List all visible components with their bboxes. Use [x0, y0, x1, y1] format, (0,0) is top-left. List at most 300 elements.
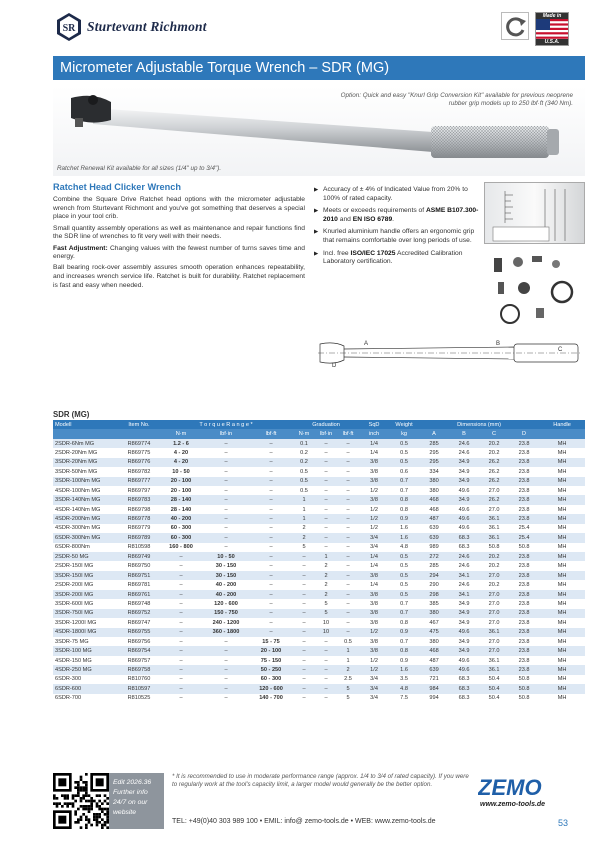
table-row [53, 637, 585, 646]
table-row [53, 533, 585, 542]
table-cell: 1.6 [389, 533, 419, 542]
table-cell: 2 [293, 524, 315, 533]
edit-info-line: 24/7 on our [113, 799, 148, 806]
table-cell: 27.0 [479, 646, 509, 655]
table-cell: – [337, 458, 359, 467]
table-cell: – [203, 448, 249, 457]
bullet-accuracy: ▶ Accuracy of ± 4% of Indicated Value from 20% to 100% of rated capacity. [314, 186, 480, 203]
spec-table [53, 420, 585, 703]
table-cell: 2SDR-6Nm MG [53, 439, 119, 448]
table-cell: 1 [337, 656, 359, 665]
table-cell: 34.9 [449, 495, 479, 504]
table-cell: 0.5 [389, 458, 419, 467]
table-cell: 23.8 [509, 495, 539, 504]
micrometer-scale-image [484, 182, 585, 244]
table-cell: 20 - 100 [159, 486, 203, 495]
table-cell: 3/8 [359, 637, 389, 646]
table-cell: R869758 [119, 665, 159, 674]
unit-header: inch [359, 429, 389, 438]
table-cell: 468 [419, 505, 449, 514]
table-cell: – [315, 439, 337, 448]
table-cell: 0.9 [389, 656, 419, 665]
table-cell: 49.6 [449, 524, 479, 533]
table-cell: R869757 [119, 656, 159, 665]
fast-adjustment-label: Fast Adjustment: [53, 244, 108, 252]
table-cell: 23.8 [509, 571, 539, 580]
table-cell: 4SDR-140Nm MG [53, 505, 119, 514]
ratchet-parts-image [484, 248, 585, 330]
table-cell: – [293, 599, 315, 608]
table-cell: 34.9 [449, 599, 479, 608]
table-cell: – [337, 495, 359, 504]
table-cell: 1/4 [359, 580, 389, 589]
fast-adjustment-text: Changing values with the fewest number of turns saves time and energy. [53, 244, 305, 261]
table-cell: – [315, 467, 337, 476]
table-row [53, 477, 585, 486]
table-cell: – [249, 514, 293, 523]
table-cell: 23.8 [509, 618, 539, 627]
table-cell: 2.5 [337, 675, 359, 684]
table-cell: 3/8 [359, 495, 389, 504]
table-cell: 50.8 [509, 694, 539, 703]
table-cell: 0.9 [389, 628, 419, 637]
svg-text:D: D [332, 363, 337, 368]
table-cell: MH [539, 628, 585, 637]
table-cell: 150 - 750 [203, 609, 249, 618]
qr-code[interactable] [53, 773, 109, 829]
table-cell: 26.2 [479, 495, 509, 504]
table-row [53, 571, 585, 580]
table-cell: 475 [419, 628, 449, 637]
table-cell: MH [539, 439, 585, 448]
table-cell: MH [539, 448, 585, 457]
col-item: Item No. [119, 420, 159, 429]
table-cell: 23.8 [509, 590, 539, 599]
top-badges [495, 12, 569, 46]
table-cell: 49.6 [449, 656, 479, 665]
bullet-text: and [337, 215, 353, 223]
table-cell: 4SDR-250 MG [53, 665, 119, 674]
table-cell: 3SDR-50Nm MG [53, 467, 119, 476]
table-cell: 4SDR-1800I MG [53, 628, 119, 637]
table-cell: 50.8 [479, 543, 509, 552]
table-cell: MH [539, 684, 585, 693]
table-cell: 0.6 [389, 467, 419, 476]
table-cell: 49.6 [449, 505, 479, 514]
table-cell: – [315, 684, 337, 693]
table-cell: 3/4 [359, 684, 389, 693]
option-note: Option: Quick and easy "Knurl Grip Conversion Kit" available for previous neoprene rubber grip models up to 250 lbf·ft (340 Nm). [340, 92, 573, 108]
table-cell: 3/8 [359, 467, 389, 476]
table-cell: 23.8 [509, 646, 539, 655]
table-cell: – [249, 609, 293, 618]
bullet-text: Incl. free [323, 249, 351, 257]
table-cell: – [249, 458, 293, 467]
table-cell: 3SDR-1200I MG [53, 618, 119, 627]
table-cell: – [293, 609, 315, 618]
table-cell: 68.3 [449, 533, 479, 542]
table-cell: – [337, 486, 359, 495]
table-cell: – [159, 646, 203, 655]
table-cell: – [159, 694, 203, 703]
table-cell: MH [539, 495, 585, 504]
table-cell: 0.5 [389, 590, 419, 599]
table-cell: 2 [293, 533, 315, 542]
table-cell: 20.2 [479, 561, 509, 570]
table-cell: 23.8 [509, 448, 539, 457]
table-cell: – [293, 628, 315, 637]
table-cell: – [315, 656, 337, 665]
table-cell: – [293, 665, 315, 674]
table-cell: – [315, 646, 337, 655]
table-cell: 23.8 [509, 486, 539, 495]
table-cell: – [203, 458, 249, 467]
table-cell: 20.2 [479, 552, 509, 561]
table-cell: – [159, 552, 203, 561]
table-cell: 3/4 [359, 675, 389, 684]
table-cell: – [249, 477, 293, 486]
table-cell: 34.9 [449, 477, 479, 486]
made-in-label: Made in [536, 13, 568, 19]
table-cell: 24.6 [449, 552, 479, 561]
table-cell: 2 [315, 571, 337, 580]
table-cell: – [159, 561, 203, 570]
table-cell: 4 - 20 [159, 458, 203, 467]
table-cell: – [203, 656, 249, 665]
table-cell: 10 - 50 [203, 552, 249, 561]
table-cell: 0.8 [389, 618, 419, 627]
table-row [53, 467, 585, 476]
page-title: Micrometer Adjustable Torque Wrench – SDR (MG) [53, 56, 585, 80]
table-cell: 10 [315, 628, 337, 637]
table-cell: 160 - 800 [159, 543, 203, 552]
table-cell: R869783 [119, 495, 159, 504]
col-model: Modell [53, 420, 119, 429]
table-cell: – [337, 543, 359, 552]
table-cell: – [337, 448, 359, 457]
table-cell: 49.6 [449, 665, 479, 674]
table-cell: 23.8 [509, 514, 539, 523]
table-cell: 20.2 [479, 580, 509, 589]
table-row [53, 486, 585, 495]
table-cell: 639 [419, 533, 449, 542]
table-cell: R869775 [119, 448, 159, 457]
table-cell: 298 [419, 590, 449, 599]
table-cell: 30 - 150 [203, 561, 249, 570]
table-cell: 36.1 [479, 524, 509, 533]
table-cell: 1 [315, 552, 337, 561]
table-cell: 120 - 600 [203, 599, 249, 608]
standard-asme: ASME B107.300-2010 [323, 207, 479, 223]
intro-text [53, 196, 305, 293]
table-cell: 27.0 [479, 486, 509, 495]
table-cell: 49.6 [449, 628, 479, 637]
standard-iso: EN ISO 6789 [352, 215, 393, 223]
ratchet-rotation-icon [502, 13, 530, 41]
table-cell: R810525 [119, 694, 159, 703]
contact-line: TEL: +49(0)40 303 989 100 • EMIL: info@ zemo-tools.de • WEB: www.zemo-tools.de [172, 818, 436, 825]
table-cell: 23.8 [509, 561, 539, 570]
table-cell: 23.8 [509, 628, 539, 637]
unit-header: N·m [159, 429, 203, 438]
table-cell: 27.0 [479, 637, 509, 646]
table-cell: – [337, 561, 359, 570]
table-cell: – [337, 609, 359, 618]
table-cell: – [337, 552, 359, 561]
table-row [53, 665, 585, 674]
table-cell: 20 - 100 [159, 477, 203, 486]
table-cell: 487 [419, 514, 449, 523]
table-cell: 24.6 [449, 448, 479, 457]
table-cell: 2 [337, 665, 359, 674]
table-cell: 3SDR-150I MG [53, 571, 119, 580]
table-cell: R869750 [119, 561, 159, 570]
table-cell: 0.5 [293, 486, 315, 495]
table-cell: 1/4 [359, 448, 389, 457]
table-cell: 1/2 [359, 628, 389, 637]
table-row [53, 439, 585, 448]
table-row [53, 618, 585, 627]
wrench-outline-drawing [314, 338, 585, 368]
table-cell: 26.2 [479, 477, 509, 486]
table-cell: – [203, 675, 249, 684]
table-cell: – [293, 684, 315, 693]
table-cell: 1/4 [359, 552, 389, 561]
table-cell: MH [539, 609, 585, 618]
table-cell: R869754 [119, 646, 159, 655]
table-cell: 1/2 [359, 656, 389, 665]
table-cell: 3/8 [359, 477, 389, 486]
table-cell: R869782 [119, 467, 159, 476]
table-cell: 24.6 [449, 561, 479, 570]
table-row [53, 505, 585, 514]
table-cell: – [315, 458, 337, 467]
table-cell: 3/8 [359, 571, 389, 580]
svg-text:B: B [496, 341, 501, 347]
table-cell: – [293, 656, 315, 665]
col-weight: Weight [389, 420, 419, 429]
table-cell: 10 - 50 [159, 467, 203, 476]
table-cell: 984 [419, 684, 449, 693]
table-cell: – [337, 599, 359, 608]
table-cell: 6SDR-700 [53, 694, 119, 703]
table-cell: – [249, 448, 293, 457]
table-label: SDR (MG) [53, 410, 90, 419]
table-cell: 34.9 [449, 609, 479, 618]
brand-name: Sturtevant Richmont [87, 19, 207, 34]
ratchet-badge [501, 12, 529, 40]
table-cell: 36.1 [479, 514, 509, 523]
table-cell: 23.8 [509, 609, 539, 618]
table-cell: – [203, 439, 249, 448]
table-body [53, 439, 585, 703]
table-cell: 0.7 [389, 609, 419, 618]
table-cell: 40 - 200 [203, 580, 249, 589]
us-flag-icon [536, 19, 569, 41]
table-cell: 49.6 [449, 486, 479, 495]
table-cell: 0.5 [293, 467, 315, 476]
brand-header [56, 12, 207, 42]
table-cell: – [337, 590, 359, 599]
col-handle: Handle [539, 420, 585, 429]
table-cell: 468 [419, 495, 449, 504]
table-cell: 4SDR-300Nm MG [53, 524, 119, 533]
table-cell: – [337, 524, 359, 533]
table-cell: 6SDR-800Nm [53, 543, 119, 552]
table-cell: – [159, 590, 203, 599]
table-row [53, 580, 585, 589]
table-cell: – [337, 505, 359, 514]
table-cell: – [315, 543, 337, 552]
table-cell: R869779 [119, 524, 159, 533]
table-cell: 290 [419, 580, 449, 589]
table-cell: MH [539, 656, 585, 665]
table-cell: 3SDR-20Nm MG [53, 458, 119, 467]
table-row [53, 552, 585, 561]
table-cell: – [315, 694, 337, 703]
table-cell: 3/8 [359, 590, 389, 599]
table-cell: R810760 [119, 675, 159, 684]
table-cell: 1/2 [359, 505, 389, 514]
table-cell: – [315, 477, 337, 486]
table-cell: 3SDR-200I MG [53, 590, 119, 599]
svg-text:A: A [364, 341, 369, 347]
table-cell: 34.9 [449, 618, 479, 627]
table-cell: – [337, 628, 359, 637]
table-row [53, 646, 585, 655]
svg-text:ZEMO: ZEMO [478, 776, 542, 798]
unit-header: lbf·in [203, 429, 249, 438]
table-cell: 40 - 200 [159, 514, 203, 523]
table-cell: 23.8 [509, 439, 539, 448]
table-cell: 50.8 [509, 543, 539, 552]
table-cell: 50.4 [479, 694, 509, 703]
table-cell: 487 [419, 656, 449, 665]
table-cell: 60 - 300 [159, 533, 203, 542]
table-cell: 0.5 [389, 439, 419, 448]
table-cell: 0.5 [337, 637, 359, 646]
zemo-logo [478, 776, 570, 798]
table-cell: – [337, 477, 359, 486]
intro-paragraph: Combine the Square Drive Ratchet head options with the micrometer adjustable wrench from Sturtevant Richmont and you've got something that deserves a special place in your tool crib. [53, 196, 305, 221]
table-cell: 20 - 100 [249, 646, 293, 655]
table-cell: MH [539, 458, 585, 467]
table-cell: R869776 [119, 458, 159, 467]
table-cell: 334 [419, 467, 449, 476]
edit-info-box [109, 773, 164, 829]
footnote: * It is recommended to use in moderate performance range (approx. 1/4 to 3/4 of rated capacity). If you were to regularly work at the tool's capacity limit, a larger model would generally be the better option. [172, 773, 469, 789]
table-cell: 2SDR-200I MG [53, 580, 119, 589]
table-cell: 27.0 [479, 609, 509, 618]
table-cell: 294 [419, 571, 449, 580]
table-cell: 0.1 [293, 439, 315, 448]
table-cell: – [337, 439, 359, 448]
table-cell: – [293, 580, 315, 589]
table-cell: 23.8 [509, 505, 539, 514]
table-cell: 0.7 [389, 477, 419, 486]
table-cell: 380 [419, 486, 449, 495]
table-cell: 6SDR-600 [53, 684, 119, 693]
table-cell: 3SDR-100 MG [53, 646, 119, 655]
table-cell: MH [539, 675, 585, 684]
table-cell: 36.1 [479, 533, 509, 542]
table-cell: 360 - 1800 [203, 628, 249, 637]
feature-bullets [314, 186, 480, 271]
table-cell: – [159, 675, 203, 684]
table-cell: 7.5 [389, 694, 419, 703]
table-cell: MH [539, 571, 585, 580]
table-cell: – [249, 618, 293, 627]
table-cell: – [203, 477, 249, 486]
table-cell: 4SDR-200Nm MG [53, 514, 119, 523]
section-heading: Ratchet Head Clicker Wrench [53, 182, 181, 192]
table-cell: 1.2 - 6 [159, 439, 203, 448]
table-cell: 0.9 [389, 514, 419, 523]
table-cell: R869756 [119, 637, 159, 646]
table-cell: 27.0 [479, 618, 509, 627]
table-cell: – [293, 675, 315, 684]
table-cell: 0.8 [389, 495, 419, 504]
table-cell: 3/8 [359, 646, 389, 655]
table-cell: – [249, 580, 293, 589]
table-cell: – [315, 514, 337, 523]
table-cell: 4 - 20 [159, 448, 203, 457]
table-cell: MH [539, 543, 585, 552]
unit-header [539, 429, 585, 438]
table-cell: R869747 [119, 618, 159, 627]
table-cell: 3SDR-750I MG [53, 609, 119, 618]
table-cell: 1.6 [389, 665, 419, 674]
table-cell: – [315, 495, 337, 504]
table-cell: – [293, 552, 315, 561]
table-cell: 36.1 [479, 665, 509, 674]
unit-header: N·m [293, 429, 315, 438]
table-cell: 23.8 [509, 580, 539, 589]
table-cell: 34.9 [449, 458, 479, 467]
table-cell: 3/4 [359, 533, 389, 542]
table-cell: 1/2 [359, 665, 389, 674]
table-cell: 3SDR-140Nm MG [53, 495, 119, 504]
table-cell: – [203, 524, 249, 533]
intro-paragraph: Small quantity assembly operations as well as maintenance and repair functions find the SDR line of wrenches to fit very well with their needs. [53, 224, 305, 241]
table-cell: 4.8 [389, 543, 419, 552]
table-cell: 5 [337, 694, 359, 703]
table-row [53, 656, 585, 665]
table-cell: 25.4 [509, 524, 539, 533]
bullet-certification [314, 250, 480, 267]
table-cell: MH [539, 580, 585, 589]
table-cell: R869751 [119, 571, 159, 580]
table-cell: 467 [419, 618, 449, 627]
table-cell: – [337, 618, 359, 627]
edit-version: Edit 2026.36 [113, 779, 152, 786]
table-cell: – [249, 495, 293, 504]
table-cell: – [249, 628, 293, 637]
table-cell: – [249, 467, 293, 476]
table-cell: 25.4 [509, 533, 539, 542]
table-cell: 5 [315, 599, 337, 608]
table-cell: 23.8 [509, 656, 539, 665]
table-cell: 1 [337, 646, 359, 655]
svg-text:SR: SR [62, 23, 76, 34]
table-cell: 27.0 [479, 599, 509, 608]
table-cell: 989 [419, 543, 449, 552]
table-cell: 0.2 [293, 458, 315, 467]
zemo-url[interactable]: www.zemo-tools.de [480, 801, 546, 808]
table-cell: 23.8 [509, 458, 539, 467]
table-cell: – [293, 646, 315, 655]
table-cell: – [203, 684, 249, 693]
